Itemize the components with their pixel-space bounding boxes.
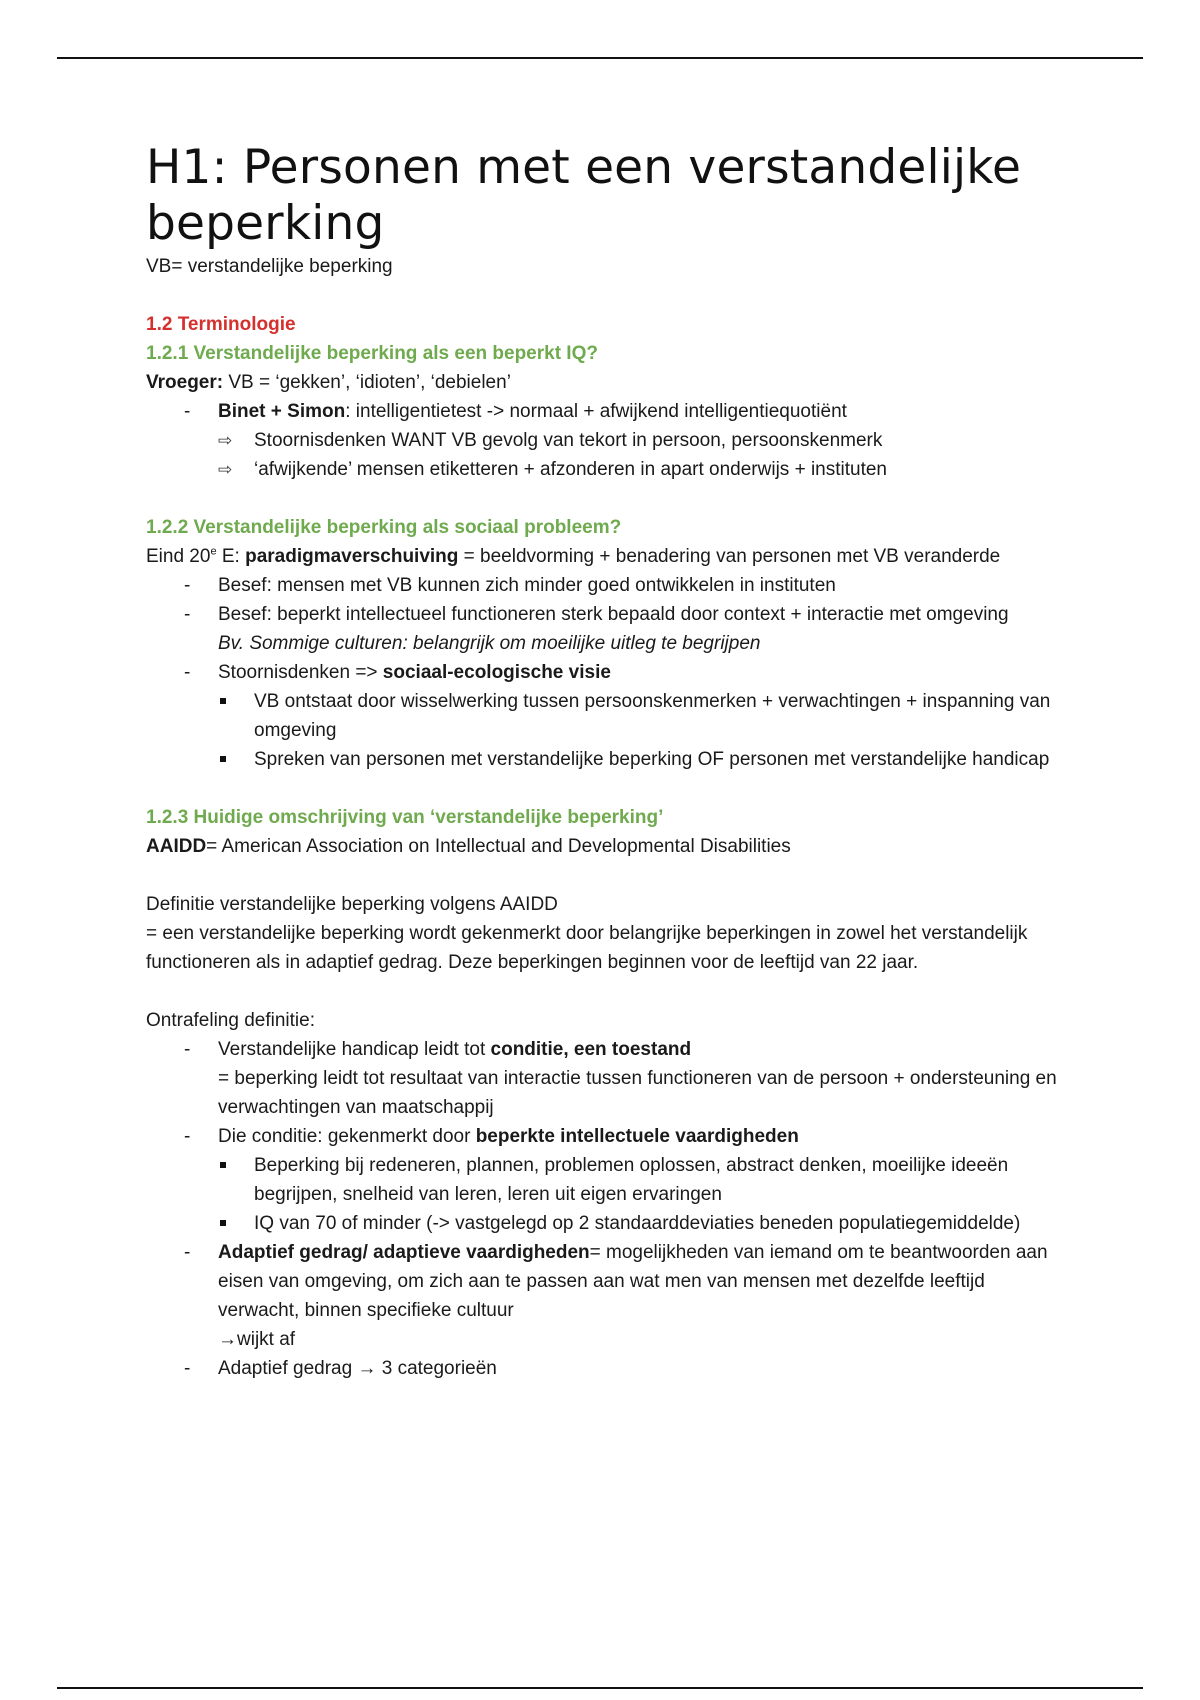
dash-bullet: - [184, 401, 191, 422]
arrow-right-icon: → [357, 1358, 377, 1379]
list-item: - Adaptief gedrag/ adaptieve vaardigheden= mogelijkheden van iemand om te beantwoorden aan eisen van omgeving, om zich aan te passen aan wat men van mensen met dezelfde leeftijd verwacht, binnen specifieke cultuur →wijkt af [146, 1238, 1066, 1354]
list-item: - Adaptief gedrag → 3 categorieën [146, 1354, 1066, 1383]
page-title: H1: Personen met een verstandelijke beperking [146, 140, 1022, 251]
square-bullet-icon [220, 756, 226, 762]
arrow-right-icon: ⇨ [218, 460, 233, 479]
dash-bullet: - [184, 575, 191, 596]
dash-bullet: - [184, 1358, 191, 1379]
section-heading-1-2: 1.2 Terminologie [146, 314, 296, 335]
section-heading-1-2-3: 1.2.3 Huidige omschrijving van ‘verstandelijke beperking’ [146, 807, 664, 828]
example-text: Bv. Sommige culturen: belangrijk om moeilijke uitleg te begrijpen [218, 633, 761, 654]
paragraph-paradigm: Eind 20e E: paradigmaverschuiving = beeldvorming + benadering van personen met VB veranderde [146, 545, 1001, 567]
unravel-label: Ontrafeling definitie: [146, 1010, 315, 1031]
dash-bullet: - [184, 1126, 191, 1147]
list-item: - Besef: mensen met VB kunnen zich minder goed ontwikkelen in instituten [146, 571, 1066, 600]
paragraph-aaidd: AAIDD= American Association on Intellectual and Developmental Disabilities [146, 836, 791, 857]
dash-bullet: - [184, 604, 191, 625]
bottom-rule [57, 1687, 1143, 1689]
section-heading-1-2-1: 1.2.1 Verstandelijke beperking als een beperkt IQ? [146, 343, 598, 364]
square-bullet-icon [220, 698, 226, 704]
list-item: VB ontstaat door wisselwerking tussen persoonskenmerken + verwachtingen + inspanning van omgeving [146, 687, 1066, 745]
top-rule [57, 57, 1143, 59]
list-item: Beperking bij redeneren, plannen, problemen oplossen, abstract denken, moeilijke ideeën begrijpen, snelheid van leren, leren uit eigen ervaringen [146, 1151, 1066, 1209]
dash-bullet: - [184, 1242, 191, 1263]
abbreviation-note: VB= verstandelijke beperking [146, 256, 393, 277]
definition-text: = een verstandelijke beperking wordt gekenmerkt door belangrijke beperkingen in zowel het verstandelijk functioneren als in adaptief gedrag. Deze beperkingen beginnen voor de leeftijd van 22 jaar. [146, 923, 1028, 973]
arrow-right-icon: ⇨ [218, 431, 233, 450]
square-bullet-icon [220, 1162, 226, 1168]
definition-title: Definitie verstandelijke beperking volgens AAIDD [146, 894, 558, 915]
list-item: ⇨ Stoornisdenken WANT VB gevolg van tekort in persoon, persoonskenmerk [146, 426, 1066, 455]
dash-bullet: - [184, 1039, 191, 1060]
list-item: ⇨ ‘afwijkende’ mensen etiketteren + afzonderen in apart onderwijs + instituten [146, 455, 1066, 484]
dash-bullet: - [184, 662, 191, 683]
square-bullet-icon [220, 1220, 226, 1226]
list-item: - Binet + Simon: intelligentietest -> normaal + afwijkend intelligentiequotiënt [146, 397, 1066, 426]
list-item: Spreken van personen met verstandelijke beperking OF personen met verstandelijke handicap [146, 745, 1066, 774]
list-item: - Verstandelijke handicap leidt tot conditie, een toestand = beperking leidt tot resultaat van interactie tussen functioneren van de persoon + ondersteuning en verwachtingen van maatschappij [146, 1035, 1066, 1122]
list-item: - Besef: beperkt intellectueel functioneren sterk bepaald door context + interactie met omgeving Bv. Sommige culturen: belangrijk om moeilijke uitleg te begrijpen [146, 600, 1066, 658]
list-item: IQ van 70 of minder (-> vastgelegd op 2 standaarddeviaties beneden populatiegemiddelde) [146, 1209, 1066, 1238]
section-heading-1-2-2: 1.2.2 Verstandelijke beperking als sociaal probleem? [146, 517, 622, 538]
document-page [146, 140, 1066, 1383]
list-item: - Stoornisdenken => sociaal-ecologische visie [146, 658, 1066, 687]
arrow-right-icon: → [218, 1329, 237, 1350]
paragraph-vroeger: Vroeger: VB = ‘gekken’, ‘idioten’, ‘debielen’ [146, 372, 511, 393]
list-item: - Die conditie: gekenmerkt door beperkte intellectuele vaardigheden [146, 1122, 1066, 1151]
